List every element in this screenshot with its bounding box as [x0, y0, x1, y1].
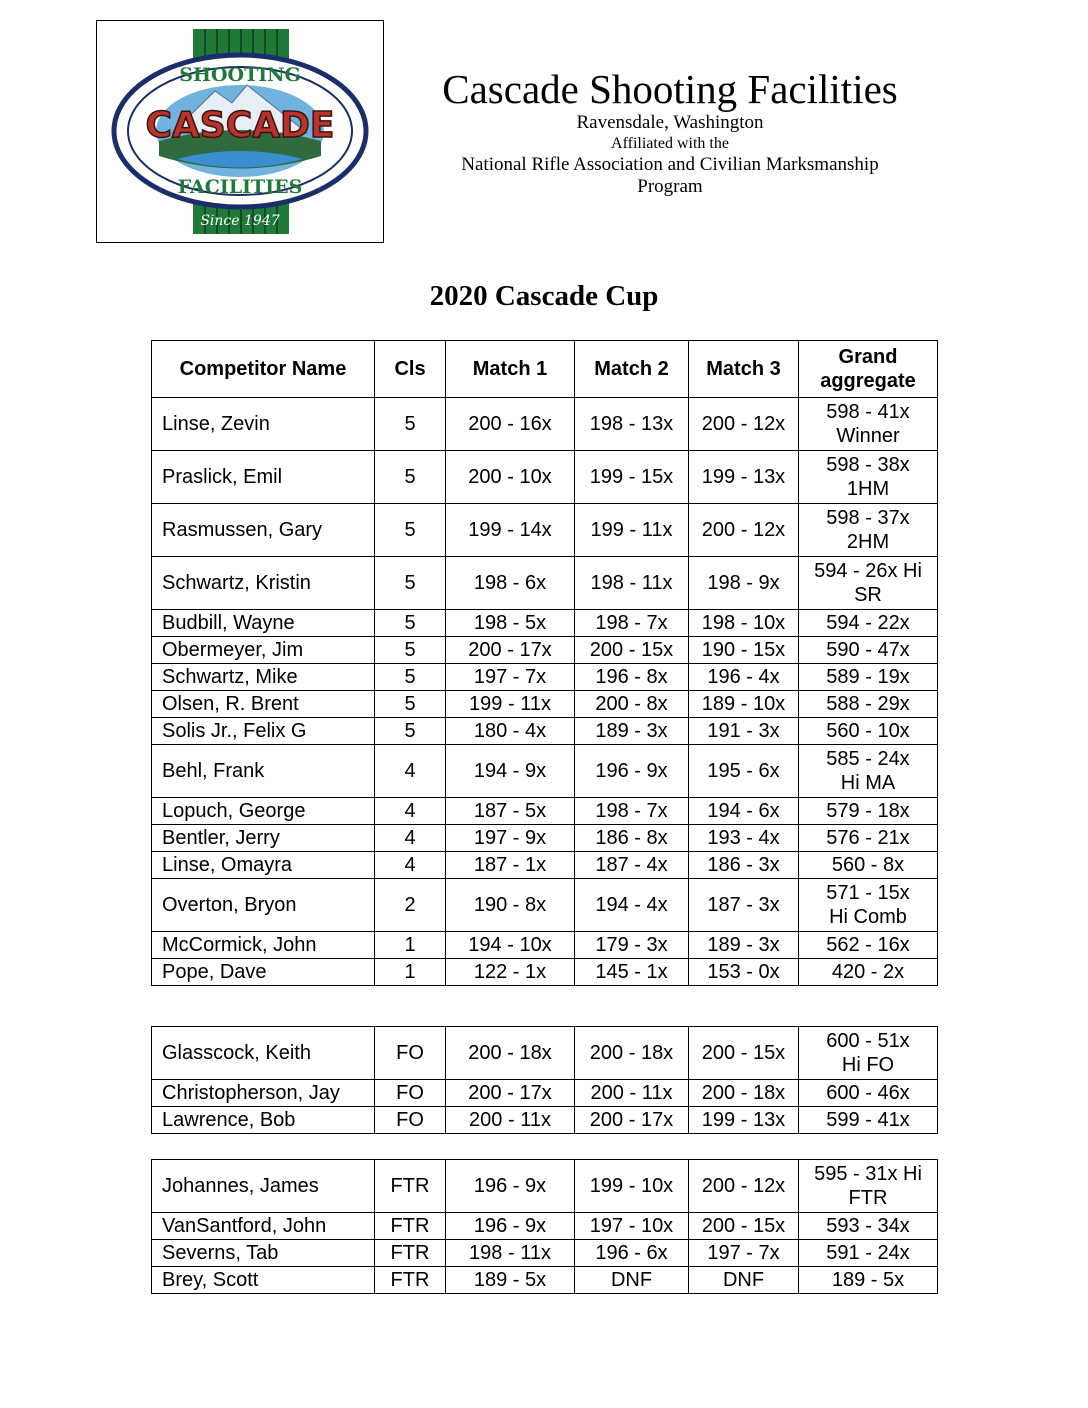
- match-1-score: 198 - 5x: [446, 610, 575, 637]
- match-3-score: 190 - 15x: [689, 637, 799, 664]
- table-row: [152, 798, 938, 825]
- competitor-name: Overton, Bryon: [152, 879, 375, 932]
- aggregate-score: 591 - 24x: [826, 1242, 910, 1264]
- grand-aggregate-cell: [799, 664, 938, 691]
- table-row: [152, 557, 938, 610]
- table-row: [152, 451, 938, 504]
- competitor-name: Budbill, Wayne: [152, 610, 375, 637]
- grand-aggregate-cell: [799, 557, 938, 610]
- award-note: 1HM: [846, 478, 890, 500]
- aggregate-score: 560 - 8x: [831, 854, 905, 876]
- match-3-score: 200 - 15x: [689, 1213, 799, 1240]
- grand-aggregate-cell: [799, 718, 938, 745]
- competitor-name: Behl, Frank: [152, 745, 375, 798]
- match-2-score: 200 - 18x: [575, 1027, 689, 1080]
- competitor-name: Schwartz, Kristin: [152, 557, 375, 610]
- results-table-fo: [151, 1026, 938, 1134]
- grand-aggregate-cell: [799, 1027, 938, 1080]
- competitor-name: Obermeyer, Jim: [152, 637, 375, 664]
- aggregate-score: 576 - 21x: [826, 827, 910, 849]
- grand-aggregate-cell: [799, 691, 938, 718]
- table-row: [152, 1160, 938, 1213]
- aggregate-score: 600 - 46x: [826, 1082, 910, 1104]
- match-1-score: 200 - 18x: [446, 1027, 575, 1080]
- match-1-score: 189 - 5x: [446, 1267, 575, 1294]
- table-header-row: [152, 341, 938, 398]
- column-header-class: Cls: [375, 341, 446, 398]
- aggregate-score: 571 - 15x: [826, 882, 910, 904]
- match-1-score: 200 - 17x: [446, 1080, 575, 1107]
- table-row: [152, 932, 938, 959]
- award-note: SR: [854, 584, 882, 606]
- award-note: Hi Comb: [829, 906, 907, 928]
- competitor-name: Christopherson, Jay: [152, 1080, 375, 1107]
- match-3-score: 200 - 12x: [689, 398, 799, 451]
- match-2-score: 196 - 9x: [575, 745, 689, 798]
- class-cell: 5: [375, 610, 446, 637]
- match-2-score: 199 - 15x: [575, 451, 689, 504]
- award-note: Hi MA: [840, 772, 896, 794]
- match-1-score: 199 - 11x: [446, 691, 575, 718]
- match-2-score: 200 - 11x: [575, 1080, 689, 1107]
- class-cell: 5: [375, 718, 446, 745]
- match-3-score: 197 - 7x: [689, 1240, 799, 1267]
- match-3-score: 196 - 4x: [689, 664, 799, 691]
- column-header-match-1: Match 1: [446, 341, 575, 398]
- competitor-name: Lawrence, Bob: [152, 1107, 375, 1134]
- match-2-score: 199 - 10x: [575, 1160, 689, 1213]
- results-body: [152, 398, 938, 986]
- match-3-score: 198 - 9x: [689, 557, 799, 610]
- aggregate-score: 600 - 51x: [826, 1030, 910, 1052]
- table-row: [152, 664, 938, 691]
- table-row: [152, 718, 938, 745]
- aggregate-score: 594 - 22x: [826, 612, 910, 634]
- column-header-grand-aggregate: Grand aggregate: [799, 341, 938, 398]
- grand-aggregate-cell: [799, 1080, 938, 1107]
- grand-aggregate-cell: [799, 1267, 938, 1294]
- grand-aggregate-cell: [799, 745, 938, 798]
- match-1-score: 200 - 11x: [446, 1107, 575, 1134]
- table-row: [152, 610, 938, 637]
- competitor-name: Lopuch, George: [152, 798, 375, 825]
- match-1-score: 198 - 11x: [446, 1240, 575, 1267]
- match-2-score: 200 - 17x: [575, 1107, 689, 1134]
- class-cell: FO: [375, 1107, 446, 1134]
- class-cell: 4: [375, 798, 446, 825]
- match-1-score: 187 - 5x: [446, 798, 575, 825]
- class-cell: 1: [375, 932, 446, 959]
- logo-top-text: SHOOTING: [179, 64, 301, 86]
- match-2-score: 179 - 3x: [575, 932, 689, 959]
- competitor-name: Praslick, Emil: [152, 451, 375, 504]
- aggregate-score: 599 - 41x: [826, 1109, 910, 1131]
- class-cell: FTR: [375, 1213, 446, 1240]
- match-1-score: 196 - 9x: [446, 1160, 575, 1213]
- aggregate-score: 590 - 47x: [826, 639, 910, 661]
- organization-name: Cascade Shooting Facilities: [442, 66, 898, 112]
- competitor-name: Solis Jr., Felix G: [152, 718, 375, 745]
- table-row: [152, 691, 938, 718]
- competitor-name: Schwartz, Mike: [152, 664, 375, 691]
- competitor-name: McCormick, John: [152, 932, 375, 959]
- award-note: 2HM: [846, 531, 890, 553]
- table-row: [152, 1080, 938, 1107]
- results-table-main: [151, 340, 938, 986]
- affiliated-label: Affiliated with the: [611, 135, 729, 152]
- grand-aggregate-cell: [799, 398, 938, 451]
- table-row: [152, 959, 938, 986]
- class-cell: 5: [375, 557, 446, 610]
- match-1-score: 200 - 17x: [446, 637, 575, 664]
- match-3-score: 195 - 6x: [689, 745, 799, 798]
- match-2-score: DNF: [575, 1267, 689, 1294]
- competitor-name: Olsen, R. Brent: [152, 691, 375, 718]
- aggregate-score: 560 - 10x: [826, 720, 910, 742]
- page-title: 2020 Cascade Cup: [429, 280, 659, 312]
- competitor-name: Brey, Scott: [152, 1267, 375, 1294]
- association-line-1: National Rifle Association and Civilian Marksmanship: [461, 154, 879, 175]
- class-cell: 5: [375, 504, 446, 557]
- results-table-ftr: [151, 1159, 938, 1294]
- table-row: [152, 1027, 938, 1080]
- match-1-score: 194 - 9x: [446, 745, 575, 798]
- match-3-score: 194 - 6x: [689, 798, 799, 825]
- grand-aggregate-cell: [799, 637, 938, 664]
- competitor-name: Bentler, Jerry: [152, 825, 375, 852]
- table-row: [152, 398, 938, 451]
- match-3-score: 200 - 12x: [689, 1160, 799, 1213]
- competitor-name: Linse, Omayra: [152, 852, 375, 879]
- match-3-score: 199 - 13x: [689, 1107, 799, 1134]
- match-1-score: 196 - 9x: [446, 1213, 575, 1240]
- award-note: FTR: [848, 1187, 888, 1209]
- results-body: [152, 1027, 938, 1134]
- class-cell: 4: [375, 852, 446, 879]
- award-note: Hi FO: [841, 1054, 895, 1076]
- match-1-score: 200 - 16x: [446, 398, 575, 451]
- match-2-score: 186 - 8x: [575, 825, 689, 852]
- match-2-score: 187 - 4x: [575, 852, 689, 879]
- grand-aggregate-cell: [799, 932, 938, 959]
- table-row: [152, 1240, 938, 1267]
- aggregate-score: 593 - 34x: [826, 1215, 910, 1237]
- match-3-score: 189 - 10x: [689, 691, 799, 718]
- match-2-score: 145 - 1x: [575, 959, 689, 986]
- column-header-name: Competitor Name: [152, 341, 375, 398]
- logo-bottom-text: FACILITIES: [177, 176, 303, 198]
- competitor-name: Severns, Tab: [152, 1240, 375, 1267]
- class-cell: FO: [375, 1027, 446, 1080]
- grand-aggregate-cell: [799, 504, 938, 557]
- grand-aggregate-cell: [799, 852, 938, 879]
- match-3-score: DNF: [689, 1267, 799, 1294]
- class-cell: 5: [375, 451, 446, 504]
- aggregate-score: 588 - 29x: [826, 693, 910, 715]
- match-3-score: 153 - 0x: [689, 959, 799, 986]
- match-3-score: 193 - 4x: [689, 825, 799, 852]
- class-cell: 5: [375, 398, 446, 451]
- match-2-score: 194 - 4x: [575, 879, 689, 932]
- table-row: [152, 1213, 938, 1240]
- club-logo: [96, 20, 384, 243]
- match-3-score: 199 - 13x: [689, 451, 799, 504]
- competitor-name: Pope, Dave: [152, 959, 375, 986]
- aggregate-score: 595 - 31x Hi: [814, 1163, 922, 1185]
- table-row: [152, 825, 938, 852]
- match-3-score: 200 - 18x: [689, 1080, 799, 1107]
- match-1-score: 187 - 1x: [446, 852, 575, 879]
- table-row: [152, 852, 938, 879]
- cascade-logo-graphic: [97, 21, 383, 242]
- grand-aggregate-cell: [799, 798, 938, 825]
- match-1-score: 190 - 8x: [446, 879, 575, 932]
- grand-aggregate-cell: [799, 451, 938, 504]
- match-1-score: 200 - 10x: [446, 451, 575, 504]
- competitor-name: Linse, Zevin: [152, 398, 375, 451]
- match-3-score: 189 - 3x: [689, 932, 799, 959]
- class-cell: 4: [375, 745, 446, 798]
- aggregate-score: 579 - 18x: [826, 800, 910, 822]
- match-3-score: 200 - 12x: [689, 504, 799, 557]
- aggregate-score: 594 - 26x Hi: [814, 560, 922, 582]
- match-2-score: 198 - 7x: [575, 610, 689, 637]
- match-3-score: 187 - 3x: [689, 879, 799, 932]
- match-1-score: 198 - 6x: [446, 557, 575, 610]
- class-cell: 4: [375, 825, 446, 852]
- grand-aggregate-cell: [799, 1107, 938, 1134]
- match-3-score: 186 - 3x: [689, 852, 799, 879]
- match-1-score: 197 - 7x: [446, 664, 575, 691]
- match-1-score: 194 - 10x: [446, 932, 575, 959]
- aggregate-score: 598 - 37x: [826, 507, 910, 529]
- match-2-score: 200 - 15x: [575, 637, 689, 664]
- competitor-name: Rasmussen, Gary: [152, 504, 375, 557]
- document-header: [400, 66, 940, 198]
- aggregate-score: 189 - 5x: [831, 1269, 905, 1291]
- aggregate-score: 585 - 24x: [826, 748, 910, 770]
- match-3-score: 198 - 10x: [689, 610, 799, 637]
- match-2-score: 196 - 8x: [575, 664, 689, 691]
- grand-aggregate-cell: [799, 959, 938, 986]
- class-cell: 5: [375, 664, 446, 691]
- match-2-score: 199 - 11x: [575, 504, 689, 557]
- match-3-score: 200 - 15x: [689, 1027, 799, 1080]
- match-1-score: 197 - 9x: [446, 825, 575, 852]
- match-2-score: 198 - 7x: [575, 798, 689, 825]
- match-2-score: 189 - 3x: [575, 718, 689, 745]
- match-1-score: 122 - 1x: [446, 959, 575, 986]
- results-body: [152, 1160, 938, 1294]
- match-3-score: 191 - 3x: [689, 718, 799, 745]
- class-cell: FTR: [375, 1160, 446, 1213]
- class-cell: FTR: [375, 1240, 446, 1267]
- table-row: [152, 637, 938, 664]
- competitor-name: Glasscock, Keith: [152, 1027, 375, 1080]
- grand-aggregate-cell: [799, 1213, 938, 1240]
- class-cell: 1: [375, 959, 446, 986]
- class-cell: 5: [375, 637, 446, 664]
- grand-aggregate-cell: [799, 1160, 938, 1213]
- grand-aggregate-cell: [799, 879, 938, 932]
- class-cell: FTR: [375, 1267, 446, 1294]
- competitor-name: Johannes, James: [152, 1160, 375, 1213]
- match-2-score: 198 - 13x: [575, 398, 689, 451]
- column-header-match-3: Match 3: [689, 341, 799, 398]
- column-header-match-2: Match 2: [575, 341, 689, 398]
- match-2-score: 198 - 11x: [575, 557, 689, 610]
- class-cell: FO: [375, 1080, 446, 1107]
- class-cell: 2: [375, 879, 446, 932]
- competitor-name: VanSantford, John: [152, 1213, 375, 1240]
- aggregate-score: 598 - 38x: [826, 454, 910, 476]
- logo-since-text: Since 1947: [200, 213, 280, 229]
- match-2-score: 200 - 8x: [575, 691, 689, 718]
- aggregate-score: 598 - 41x: [826, 401, 910, 423]
- class-cell: 5: [375, 691, 446, 718]
- grand-aggregate-cell: [799, 610, 938, 637]
- match-1-score: 199 - 14x: [446, 504, 575, 557]
- grand-aggregate-cell: [799, 1240, 938, 1267]
- award-note: Winner: [836, 425, 900, 447]
- aggregate-score: 589 - 19x: [826, 666, 910, 688]
- aggregate-score: 562 - 16x: [826, 934, 910, 956]
- aggregate-score: 420 - 2x: [831, 961, 905, 983]
- table-row: [152, 879, 938, 932]
- match-2-score: 196 - 6x: [575, 1240, 689, 1267]
- table-row: [152, 504, 938, 557]
- table-row: [152, 745, 938, 798]
- table-row: [152, 1267, 938, 1294]
- table-row: [152, 1107, 938, 1134]
- match-2-score: 197 - 10x: [575, 1213, 689, 1240]
- match-1-score: 180 - 4x: [446, 718, 575, 745]
- grand-aggregate-cell: [799, 825, 938, 852]
- association-line-2: Program: [637, 176, 703, 197]
- location: Ravensdale, Washington: [576, 112, 764, 133]
- logo-main-text: CASCADE: [145, 105, 335, 146]
